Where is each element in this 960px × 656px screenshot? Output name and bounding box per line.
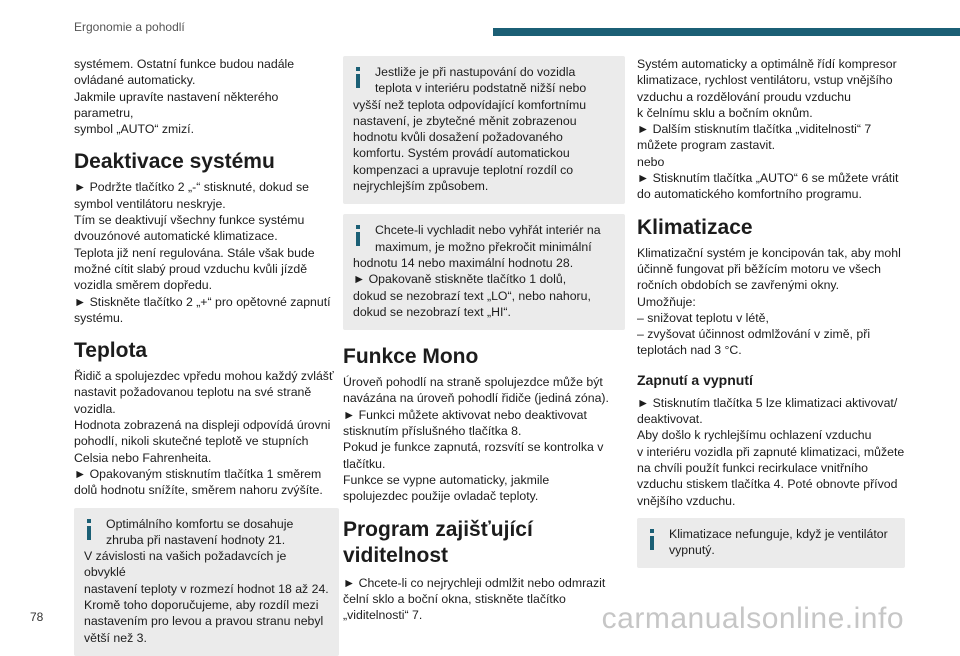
text-line: maximum, je možno překročit minimální xyxy=(375,239,592,254)
column-right xyxy=(637,56,905,568)
text-line: hodnotu 14 nebo maximální hodnotu 28. xyxy=(353,255,574,270)
text-line: ► Chcete-li co nejrychleji odmlžit nebo odmrazit xyxy=(343,575,606,590)
header-accent-bar xyxy=(493,28,960,36)
text-line: do automatického komfortního programu. xyxy=(637,187,862,202)
text-line: Teplota již není regulována. Stále však bude xyxy=(74,245,315,260)
text-line: ► Stisknutím tlačítka „AUTO“ 6 se můžete vrátit xyxy=(637,171,899,186)
intro-paragraph xyxy=(74,56,339,137)
visibility-continued-paragraph xyxy=(637,56,905,203)
text-line: systémem. Ostatní funkce budou nadále xyxy=(74,57,295,71)
text-line: nejrychlejším způsobem. xyxy=(353,179,489,194)
text-line: symbol „AUTO“ zmizí. xyxy=(74,122,195,137)
text-line: Úroveň pohodlí na straně spolujezdce může být xyxy=(343,375,603,390)
text-line: Pokud je funkce zapnutá, rozsvítí se kontrolka v xyxy=(343,440,604,455)
text-line: větší než 3. xyxy=(84,630,147,645)
text-line: ► Opakovaně stiskněte tlačítko 1 dolů, xyxy=(353,272,567,287)
heading-on-off: Zapnutí a vypnutí xyxy=(637,371,753,388)
text-line: na chvíli použít funkci recirkulace vnitřního xyxy=(637,460,869,475)
text-line: V závislosti na vašich požadavcích je obvyklé xyxy=(84,549,287,580)
on-off-paragraph xyxy=(637,395,905,509)
heading-temperature: Teplota xyxy=(74,339,148,363)
info-note-lo-hi xyxy=(343,214,625,330)
text-line: – zvyšovat účinnost odmlžování v zimě, při xyxy=(637,327,871,342)
text-line: nastavení, je zbytečné měnit zobrazenou xyxy=(353,113,577,128)
column-middle xyxy=(343,56,625,623)
text-line: Jakmile upravíte nastavení některého parametru, xyxy=(74,89,279,120)
text-line: Umožňuje: xyxy=(637,294,696,309)
heading-line: viditelnost xyxy=(343,543,449,567)
text-line: Systém automaticky a optimálně řídí kompresor xyxy=(637,57,897,71)
text-line: dvouzónové automatické klimatizace. xyxy=(74,229,278,244)
text-line: ► Funkci můžete aktivovat nebo deaktivovat xyxy=(343,407,587,422)
text-line: navázána na úroveň pohodlí řidiče (jediná zóna). xyxy=(343,391,609,406)
info-icon xyxy=(351,225,365,247)
text-line: nastavit požadovanou teplotu na své straně xyxy=(74,385,312,400)
column-left xyxy=(74,56,339,656)
text-line: vnějšího vzduchu. xyxy=(637,493,736,508)
text-line: Funkce se vypne automaticky, jakmile xyxy=(343,472,550,487)
text-line: vyšší než teplota odpovídající komfortnímu xyxy=(353,97,587,112)
text-line: ► Stisknutím tlačítka 5 lze klimatizaci aktivovat/ xyxy=(637,395,898,410)
info-note-fan-off xyxy=(637,518,905,569)
text-line: – snižovat teplotu v létě, xyxy=(637,310,769,325)
text-line: vzduchu a rozdělování proudu vzduchu xyxy=(637,89,851,104)
text-line: ovládané automaticky. xyxy=(74,73,196,88)
text-line: klimatizace, rychlost ventilátoru, vstup vnějšího xyxy=(637,73,893,88)
visibility-paragraph xyxy=(343,575,625,624)
text-line: deaktivovat. xyxy=(637,412,703,427)
text-line: dokud se nezobrazí text „LO“, nebo nahoru, xyxy=(353,288,591,303)
heading-mono: Funkce Mono xyxy=(343,345,479,369)
text-line: dokud se nezobrazí text „HI“. xyxy=(353,304,511,319)
text-line: „viditelnosti“ 7. xyxy=(343,608,423,623)
info-icon xyxy=(82,519,96,541)
text-line: Hodnota zobrazená na displeji odpovídá úrovni xyxy=(74,418,331,433)
text-line: můžete program zastavit. xyxy=(637,138,776,153)
text-line: vozidla. xyxy=(74,401,116,416)
text-line: vzduchu stiskem tlačítka 4. Poté obnovte přívod xyxy=(637,477,898,492)
text-line: systému. xyxy=(74,310,124,325)
text-line: stisknutím příslušného tlačítka 8. xyxy=(343,424,522,439)
temperature-paragraph xyxy=(74,368,339,498)
text-line: Klimatizační systém je koncipován tak, aby mohl xyxy=(637,245,901,260)
mono-paragraph xyxy=(343,374,625,504)
info-note-compensation xyxy=(343,56,625,204)
text-line: teplota v interiéru podstatně nižší nebo xyxy=(375,81,587,96)
text-line: ► Podržte tlačítko 2 „-“ stisknuté, dokud se xyxy=(74,180,309,195)
text-line: nastavením pro levou a pravou stranu nebyl xyxy=(84,614,324,629)
heading-line: Program zajišťující xyxy=(343,517,533,541)
info-note-comfort xyxy=(74,508,339,656)
deactivation-paragraph xyxy=(74,179,339,326)
text-line: možné cítit slabý proud vzduchu kvůli jízdě xyxy=(74,261,308,276)
heading-deactivation: Deaktivace systému xyxy=(74,150,275,174)
text-line: Jestliže je při nastupování do vozidla xyxy=(375,65,576,79)
text-line: Celsia nebo Fahrenheita. xyxy=(74,450,212,465)
page-number: 78 xyxy=(30,610,44,624)
text-line: Chcete-li vychladit nebo vyhřát interiér na xyxy=(375,223,601,238)
text-line: kompenzaci a upravuje teplotní rozdíl co xyxy=(353,162,574,177)
text-line: dolů hodnotu snížíte, směrem nahoru zvýšíte. xyxy=(74,483,323,498)
heading-air-conditioning: Klimatizace xyxy=(637,215,753,239)
text-line: Optimálního komfortu se dosahuje xyxy=(106,516,294,531)
air-conditioning-paragraph xyxy=(637,245,905,359)
heading-visibility xyxy=(343,517,625,569)
watermark-text: carmanualsonline.info xyxy=(601,602,904,635)
text-line: Kromě toho doporučujeme, aby rozdíl mezi xyxy=(84,598,319,613)
text-line: k čelnímu sklu a bočním oknům. xyxy=(637,105,813,120)
text-line: Řidič a spolujezdec vpředu mohou každý zvlášť xyxy=(74,369,334,384)
text-line: vozidla směrem dopředu. xyxy=(74,278,213,293)
text-line: tlačítku. xyxy=(343,456,386,471)
text-line: symbol ventilátoru neskryje. xyxy=(74,196,226,211)
text-line: Aby došlo k rychlejšímu ochlazení vzduchu xyxy=(637,428,872,443)
text-line: nebo xyxy=(637,154,665,169)
running-header: Ergonomie a pohodlí xyxy=(74,20,185,34)
text-line: čelní sklo a boční okna, stiskněte tlačítko xyxy=(343,591,566,606)
text-line: teplotách nad 3 °C. xyxy=(637,343,742,358)
text-line: ročních obdobích se zavřenými okny. xyxy=(637,278,840,293)
text-line: pohodlí, nikoli skutečné teplotě ve stupních xyxy=(74,434,309,449)
text-line: Tím se deaktivují všechny funkce systému xyxy=(74,213,305,228)
text-line: komfortu. Systém provádí automatickou xyxy=(353,146,570,161)
text-line: ► Dalším stisknutím tlačítka „viditelnosti“ 7 xyxy=(637,122,872,137)
text-line: účinně fungovat při běžícím motoru ve všech xyxy=(637,261,882,276)
text-line: zhruba při nastavení hodnoty 21. xyxy=(106,532,286,547)
info-icon xyxy=(351,67,365,89)
text-line: ► Opakovaným stisknutím tlačítka 1 směrem xyxy=(74,466,322,481)
info-icon xyxy=(645,529,659,551)
text-line: ► Stiskněte tlačítko 2 „+“ pro opětovné zapnutí xyxy=(74,294,331,309)
text-line: vypnutý. xyxy=(669,543,715,558)
text-line: nastavení teploty v rozmezí hodnot 18 až 24. xyxy=(84,581,329,596)
text-line: Klimatizace nefunguje, když je ventilátor xyxy=(669,526,888,541)
text-line: spolujezdec použije ovladač teploty. xyxy=(343,489,539,504)
text-line: hodnotu kvůli dosažení požadovaného xyxy=(353,130,563,145)
text-line: v interiéru vozidla při zapnuté klimatizaci, můžete xyxy=(637,444,905,459)
